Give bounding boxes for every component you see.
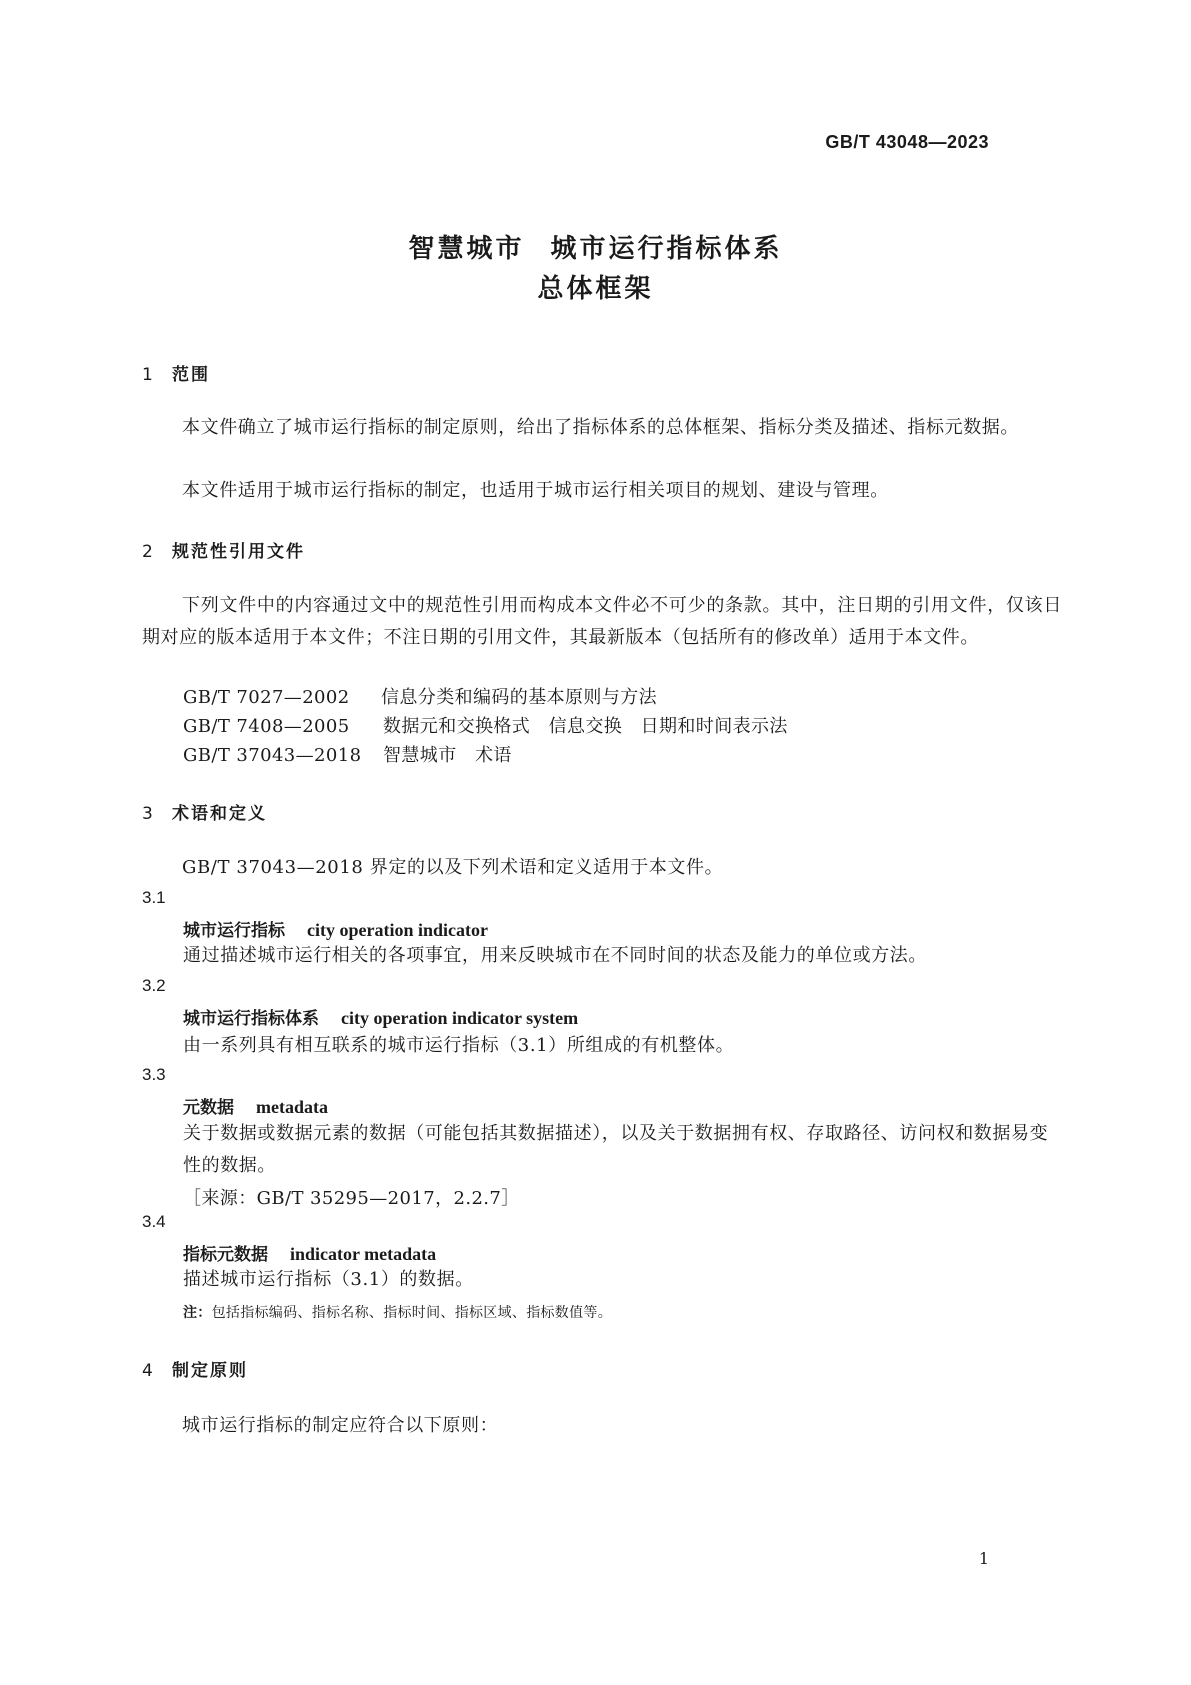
document-title-line2: 总体框架 <box>537 274 654 304</box>
term-source: ［来源：GB/T 35295—2017，2.2.7］ <box>183 1188 520 1209</box>
note-text: 包括指标编码、指标名称、指标时间、指标区域、指标数值等。 <box>211 1305 613 1321</box>
term-zh: 城市运行指标体系 <box>183 1009 319 1029</box>
paragraph: 本文件适用于城市运行指标的制定，也适用于城市运行相关项目的规划、建设与管理。 <box>182 480 889 501</box>
reference-item <box>183 683 657 709</box>
note-label: 注： <box>183 1305 212 1321</box>
paragraph: 本文件确立了城市运行指标的制定原则，给出了指标体系的总体框架、指标分类及描述、指标元数据。 <box>182 417 1019 438</box>
term-zh: 元数据 <box>183 1098 234 1118</box>
reference-title: 数据元和交换格式 信息交换 日期和时间表示法 <box>383 716 788 737</box>
section-title: 规范性引用文件 <box>172 542 305 562</box>
section-number: 3 <box>142 804 153 824</box>
term-definition: 通过描述城市运行相关的各项事宜，用来反映城市在不同时间的状态及能力的单位或方法。 <box>183 945 927 966</box>
reference-title: 信息分类和编码的基本原则与方法 <box>381 687 657 708</box>
reference-code: GB/T 37043—2018 <box>183 745 362 766</box>
term-entry <box>183 916 488 941</box>
page-number: 1 <box>978 1549 989 1568</box>
title-part-a: 智慧城市 <box>408 234 525 264</box>
section-title: 范围 <box>172 365 210 385</box>
section-title: 术语和定义 <box>172 804 267 824</box>
term-en: indicator metadata <box>290 1244 437 1264</box>
term-definition: 描述城市运行指标（3.1）的数据。 <box>183 1269 474 1290</box>
document-title-line1 <box>0 228 1191 265</box>
term-en: city operation indicator system <box>341 1008 579 1028</box>
section-number: 4 <box>142 1361 153 1381</box>
term-entry <box>183 1240 436 1265</box>
paragraph: GB/T 37043—2018 界定的以及下列术语和定义适用于本文件。 <box>182 857 724 878</box>
reference-title: 智慧城市 术语 <box>383 745 512 766</box>
term-note <box>183 1302 612 1322</box>
standard-code: GB/T 43048—2023 <box>825 132 989 152</box>
term-definition: 关于数据或数据元素的数据（可能包括其数据描述），以及关于数据拥有权、存取路径、访问权和数据易变性的数据。 <box>183 1123 1049 1176</box>
section-number: 1 <box>142 365 153 385</box>
term-number: 3.3 <box>142 1065 166 1084</box>
paragraph: 城市运行指标的制定应符合以下原则： <box>182 1415 499 1436</box>
reference-code: GB/T 7408—2005 <box>183 716 350 737</box>
term-entry <box>183 1004 578 1029</box>
term-number: 3.4 <box>142 1212 166 1231</box>
section-number: 2 <box>142 542 153 562</box>
title-part-b: 城市运行指标体系 <box>550 234 783 264</box>
section-heading-1 <box>142 360 210 385</box>
reference-code: GB/T 7027—2002 <box>183 687 350 708</box>
section-heading-3 <box>142 799 267 824</box>
term-number: 3.1 <box>142 888 166 907</box>
section-heading-4 <box>142 1356 248 1381</box>
term-zh: 指标元数据 <box>183 1245 268 1265</box>
term-entry <box>183 1093 328 1118</box>
reference-item <box>183 741 512 767</box>
term-number: 3.2 <box>142 976 166 995</box>
reference-item <box>183 712 788 738</box>
term-en: city operation indicator <box>307 920 488 940</box>
term-definition: 由一系列具有相互联系的城市运行指标（3.1）所组成的有机整体。 <box>183 1035 735 1056</box>
section-title: 制定原则 <box>172 1361 248 1381</box>
term-zh: 城市运行指标 <box>183 921 285 941</box>
term-en: metadata <box>256 1097 328 1117</box>
section-heading-2 <box>142 537 305 562</box>
paragraph: 下列文件中的内容通过文中的规范性引用而构成本文件必不可少的条款。其中，注日期的引用文件，仅该日期对应的版本适用于本文件；不注日期的引用文件，其最新版本（包括所有的修改单）适用于本文件。 <box>142 595 1062 648</box>
